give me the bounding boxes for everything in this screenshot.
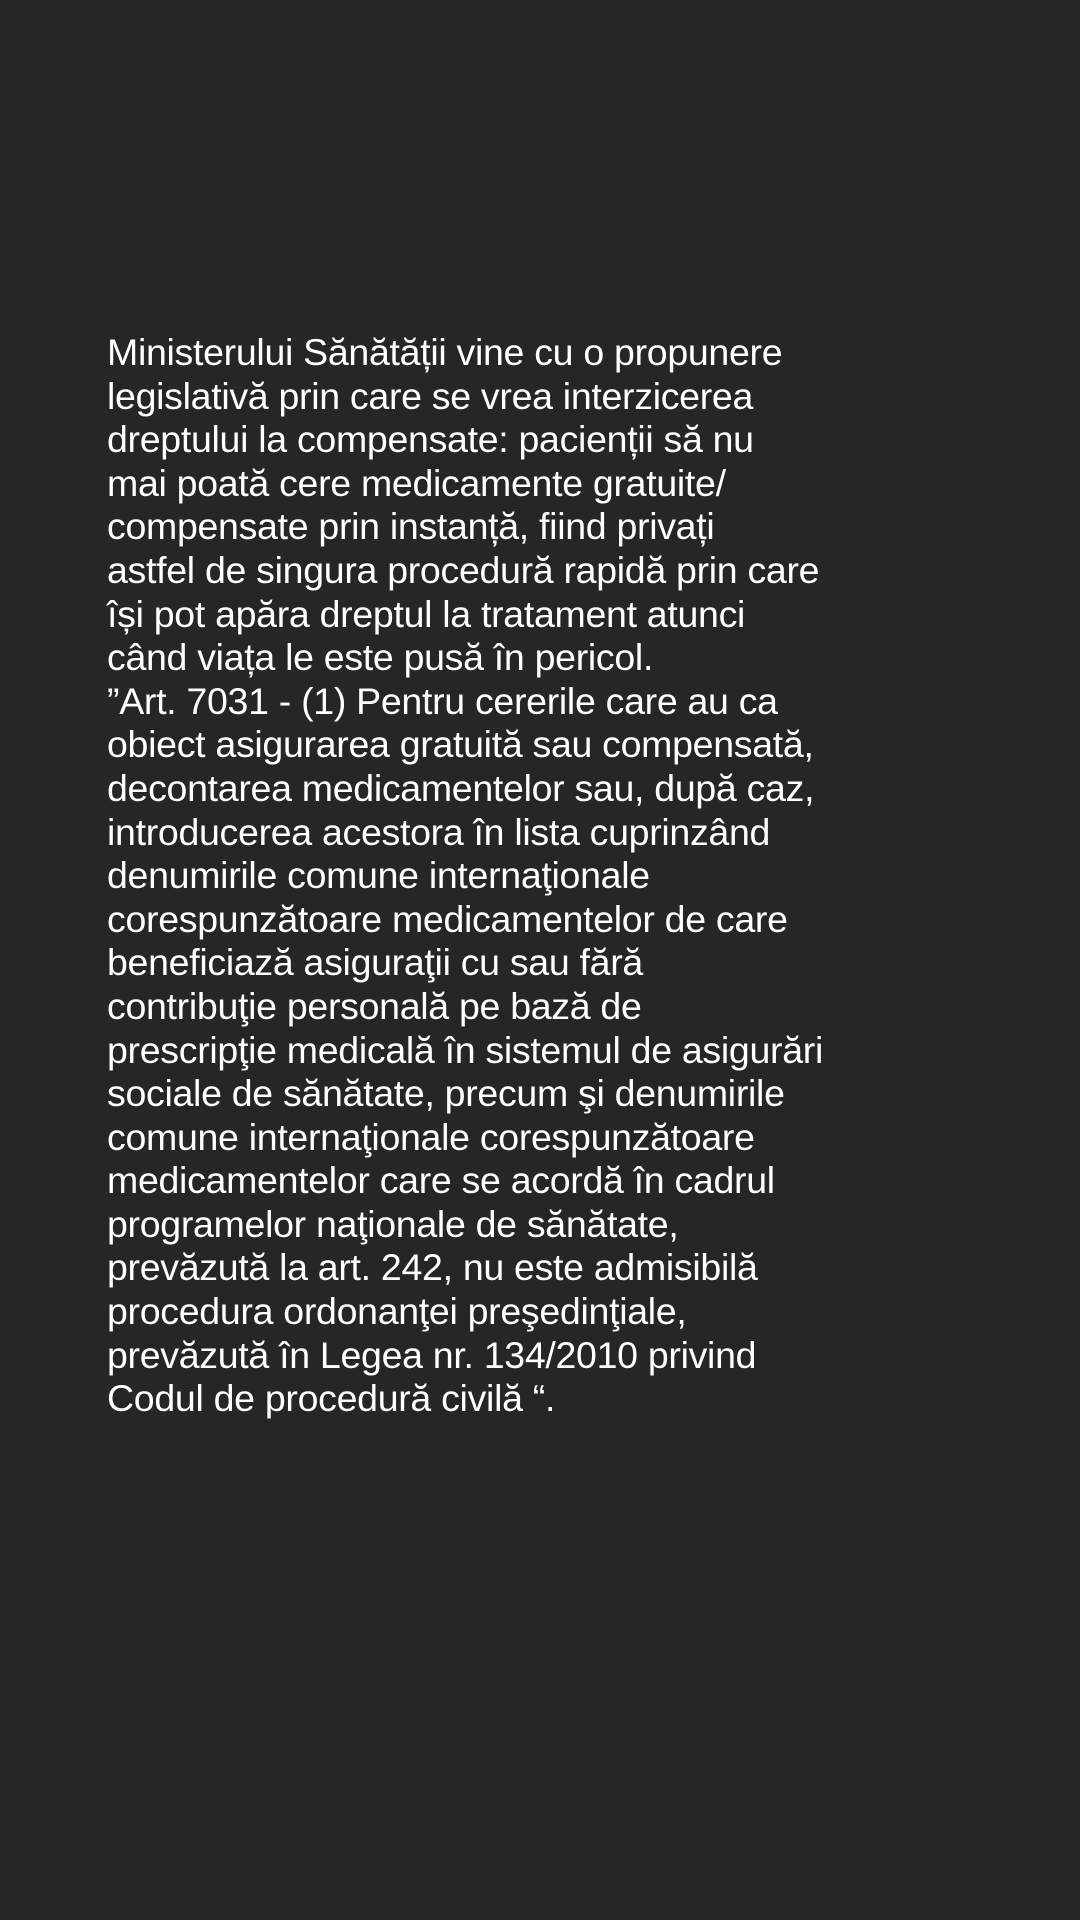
text-line: comune internaţionale corespunzătoare: [107, 1115, 755, 1158]
text-line: programelor naţionale de sănătate,: [107, 1202, 679, 1245]
text-line: sociale de sănătate, precum şi denumirile: [107, 1072, 785, 1115]
text-line: dreptului la compensate: pacienții să nu: [107, 418, 754, 461]
text-line: corespunzătoare medicamentelor de care: [107, 897, 788, 940]
text-line: beneficiază asiguraţii cu sau fără: [107, 941, 643, 984]
text-line: prevăzută în Legea nr. 134/2010 privind: [107, 1333, 757, 1376]
text-line: prevăzută la art. 242, nu este admisibilă: [107, 1246, 758, 1289]
text-line: decontarea medicamentelor sau, după caz,: [107, 766, 815, 809]
text-line: denumirile comune internaţionale: [107, 854, 650, 897]
text-line: legislativă prin care se vrea interzicerea: [107, 374, 754, 417]
text-line: mai poată cere medicamente gratuite/: [107, 461, 726, 504]
text-line: prescripţie medicală în sistemul de asigurări: [107, 1028, 823, 1071]
text-line: ”Art. 7031 - (1) Pentru cererile care au ca: [107, 679, 778, 722]
text-line: astfel de singura procedură rapidă prin care: [107, 548, 820, 591]
text-line: obiect asigurarea gratuită sau compensată,: [107, 723, 814, 766]
text-line: când viața le este pusă în pericol.: [107, 636, 654, 679]
text-line: medicamentelor care se acordă în cadrul: [107, 1159, 775, 1202]
text-line: compensate prin instanță, fiind privați: [107, 505, 715, 548]
story-text-block: [107, 331, 1007, 1421]
text-line: contribuţie personală pe bază de: [107, 984, 642, 1027]
text-line: introducerea acestora în lista cuprinzând: [107, 810, 771, 853]
text-line: își pot apăra dreptul la tratament atunci: [107, 592, 746, 635]
text-line: procedura ordonanţei preşedinţiale,: [107, 1290, 687, 1333]
text-line: Ministerului Sănătății vine cu o propunere: [107, 331, 783, 373]
text-line: Codul de procedură civilă “.: [107, 1377, 556, 1420]
